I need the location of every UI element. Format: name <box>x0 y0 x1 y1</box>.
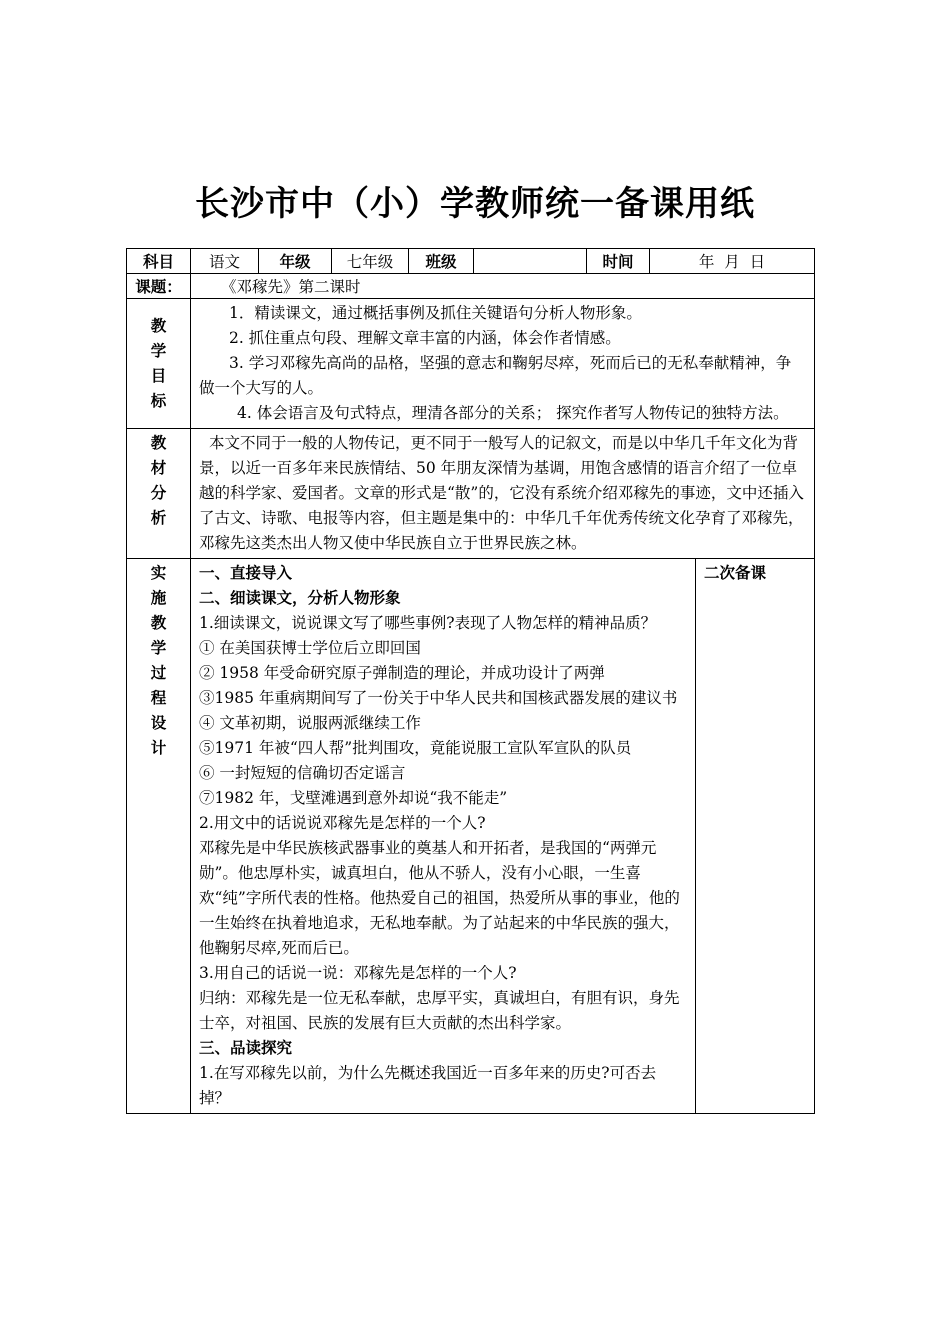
design-line: ⑥ 一封短短的信确切否定谣言 <box>199 764 406 782</box>
analysis-row <box>127 429 814 559</box>
subject-label: 科目 <box>127 249 191 273</box>
design-row <box>127 559 814 1113</box>
analysis-label-char: 材 <box>150 459 167 477</box>
lesson-plan-table <box>126 248 815 1114</box>
analysis-label-char: 教 <box>150 434 167 452</box>
analysis-text: 本文不同于一般的人物传记，更不同于一般写人的记叙文，而是以中华几千年文化为背景，以近一百多年来民族情结、50 年朋友深情为基调，用饱含感情的语言介绍了一位卓越的科学家、爱国者。文章的形式是“散”的，它没有系统介绍邓稼先的事迹，文中还插入了古文、诗歌、电报等内容，但主题是集中的：中华几千年优秀传统文化孕育了邓稼先，邓稼先这类杰出人物又使中华民族自立于世界民族之林。 <box>199 434 804 552</box>
design-line: 归纳：邓稼先是一位无私奉献，忠厚平实，真诚坦白，有胆有识，身先士卒，对祖国、民族的发展有巨大贡献的杰出科学家。 <box>199 989 680 1032</box>
objective-item: 2. 抓住重点句段、理解文章丰富的内涵，体会作者情感。 <box>229 329 621 347</box>
design-line: 二、细读课文，分析人物形象 <box>199 589 401 607</box>
analysis-label-char: 分 <box>150 484 167 502</box>
topic-label: 课题： <box>127 274 191 298</box>
secondary-prep-column <box>696 559 814 1113</box>
grade-label: 年级 <box>259 249 332 273</box>
design-label-char: 实 <box>150 564 167 582</box>
design-label-char: 过 <box>150 664 167 682</box>
objective-item: 4. 体会语言及句式特点，理清各部分的关系； 探究作者写人物传记的独特方法。 <box>237 404 789 422</box>
design-content <box>191 559 696 1113</box>
class-value <box>474 249 587 273</box>
design-label-char: 教 <box>150 614 167 632</box>
objectives-label <box>127 299 191 428</box>
design-label-char: 程 <box>150 689 167 707</box>
design-line: 邓稼先是中华民族核武器事业的奠基人和开拓者，是我国的“两弹元勋”。他忠厚朴实，诚真坦白，他从不骄人，没有小心眼，一生喜欢“纯”字所代表的性格。他热爱自己的祖国，热爱所从事的事业，他的一生始终在执着地追求，无私地奉献。为了站起来的中华民族的强大，他鞠躬尽瘁,死而后已。 <box>199 839 680 957</box>
design-line: 3.用自己的话说一说：邓稼先是怎样的一个人? <box>199 964 517 982</box>
topic-value: 《邓稼先》第二课时 <box>221 278 361 296</box>
objective-item: 1．精读课文，通过概括事例及抓住关键语句分析人物形象。 <box>229 304 642 322</box>
grade-value: 七年级 <box>332 249 409 273</box>
design-line: ② 1958 年受命研究原子弹制造的理论，并成功设计了两弹 <box>199 664 605 682</box>
design-line: 1.在写邓稼先以前，为什么先概述我国近一百多年来的历史?可否去掉？ <box>199 1064 657 1107</box>
topic-row <box>127 274 814 299</box>
class-label: 班级 <box>409 249 474 273</box>
design-line: ⑤1971 年被“四人帮”批判围攻，竟能说服工宣队军宣队的队员 <box>199 739 632 757</box>
design-label <box>127 559 191 1113</box>
analysis-label-char: 析 <box>150 509 167 527</box>
design-line: ⑦1982 年，戈壁滩遇到意外却说“我不能走” <box>199 789 508 807</box>
design-label-char: 学 <box>150 639 167 657</box>
page-title: 长沙市中（小）学教师统一备课用纸 <box>195 184 755 224</box>
design-line: 1.细读课文，说说课文写了哪些事例?表现了人物怎样的精神品质？ <box>199 614 657 632</box>
design-line: 一、直接导入 <box>199 564 293 582</box>
objectives-row <box>127 299 814 429</box>
objectives-label-char: 目 <box>150 366 167 385</box>
secondary-prep-label: 二次备课 <box>704 564 767 582</box>
objectives-label-char: 学 <box>150 341 167 360</box>
design-line: ④ 文革初期，说服两派继续工作 <box>199 714 421 732</box>
analysis-label <box>127 429 191 558</box>
design-line: ③1985 年重病期间写了一份关于中华人民共和国核武器发展的建议书 <box>199 689 678 707</box>
objectives-label-char: 教 <box>150 316 167 335</box>
analysis-content <box>191 429 814 558</box>
design-label-char: 设 <box>150 714 167 732</box>
objectives-content <box>191 299 814 428</box>
design-label-char: 计 <box>150 739 167 757</box>
design-line: 三、品读探究 <box>199 1039 293 1057</box>
time-value: 年 月 日 <box>698 253 766 271</box>
design-line: ① 在美国获博士学位后立即回国 <box>199 639 421 657</box>
design-line: 2.用文中的话说说邓稼先是怎样的一个人? <box>199 814 486 832</box>
subject-value: 语文 <box>191 249 259 273</box>
objective-item: 3. 学习邓稼先高尚的品格，坚强的意志和鞠躬尽瘁，死而后已的无私奉献精神，争做一个大写的人。 <box>199 354 792 397</box>
design-label-char: 施 <box>150 589 167 607</box>
objectives-label-char: 标 <box>150 391 167 410</box>
header-row <box>127 249 814 274</box>
time-label: 时间 <box>587 249 650 273</box>
